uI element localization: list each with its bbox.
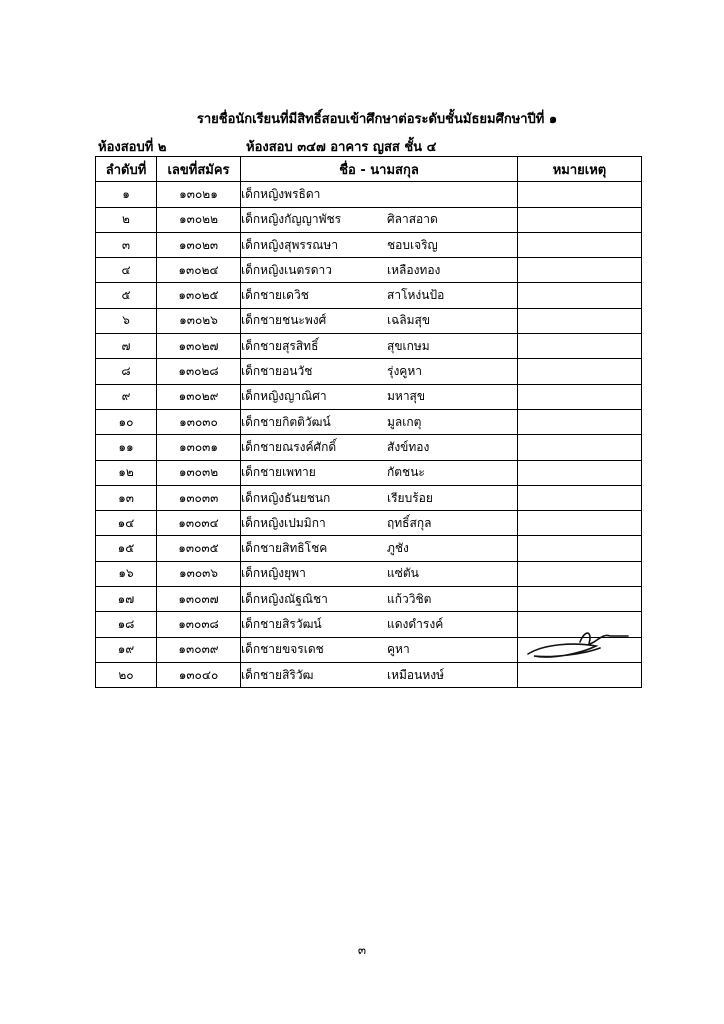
row-name <box>241 258 518 283</box>
row-first-name: เด็กหญิงสุพรรณษา <box>241 237 339 252</box>
row-first-name: เด็กชายกิตติวัฒน์ <box>241 414 331 429</box>
row-order: ๓ <box>96 232 157 257</box>
table-row <box>96 334 642 359</box>
row-application-no: ๑๓๐๔๐ <box>157 662 241 687</box>
table-body <box>96 182 642 688</box>
table-row <box>96 637 642 662</box>
row-name <box>241 384 518 409</box>
row-order: ๖ <box>96 308 157 333</box>
row-name <box>241 334 518 359</box>
row-last-name: แซ่ตัน <box>387 566 419 581</box>
row-last-name: เรียบร้อย <box>387 490 433 505</box>
row-order: ๔ <box>96 258 157 283</box>
row-order: ๑ <box>96 182 157 207</box>
row-name <box>241 587 518 612</box>
row-first-name: เด็กหญิงเนตรดาว <box>241 262 332 277</box>
document-title: รายชื่อนักเรียนที่มีสิทธิ์สอบเข้าศึกษาต่อระดับชั้นมัธยมศึกษาปีที่ ๑ <box>196 112 558 127</box>
row-order: ๒๐ <box>96 662 157 687</box>
row-last-name: สังข์ทอง <box>387 439 430 454</box>
table-row <box>96 485 642 510</box>
row-remarks <box>518 359 642 384</box>
table-row <box>96 384 642 409</box>
row-name <box>241 182 518 207</box>
row-remarks <box>518 587 642 612</box>
header-name: ชื่อ - นามสกุล <box>241 157 518 182</box>
row-first-name: เด็กชายสิริวัฒ <box>241 667 314 682</box>
row-order: ๑๔ <box>96 511 157 536</box>
row-remarks <box>518 485 642 510</box>
row-order: ๒ <box>96 207 157 232</box>
header-order: ลำดับที่ <box>96 157 157 182</box>
row-application-no: ๑๓๐๒๓ <box>157 232 241 257</box>
row-name <box>241 207 518 232</box>
row-remarks <box>518 511 642 536</box>
table-row <box>96 409 642 434</box>
row-order: ๑๒ <box>96 460 157 485</box>
row-first-name: เด็กหญิงณัฐณิชา <box>241 591 328 606</box>
row-name <box>241 232 518 257</box>
row-order: ๑๑ <box>96 435 157 460</box>
row-name <box>241 283 518 308</box>
row-first-name: เด็กหญิงกัญญาพัชร <box>241 212 342 227</box>
row-last-name: ชอบเจริญ <box>387 237 438 252</box>
table-row <box>96 511 642 536</box>
row-remarks <box>518 334 642 359</box>
row-remarks <box>518 308 642 333</box>
row-last-name: ภูชัง <box>387 541 409 556</box>
row-last-name: เหลืองทอง <box>387 262 441 277</box>
page-number: ๓ <box>357 943 367 957</box>
row-application-no: ๑๓๐๒๗ <box>157 334 241 359</box>
row-remarks <box>518 409 642 434</box>
row-last-name: แก้ววิชิต <box>387 591 432 606</box>
row-order: ๑๓ <box>96 485 157 510</box>
row-application-no: ๑๓๐๓๗ <box>157 587 241 612</box>
row-name <box>241 359 518 384</box>
table-header-row <box>96 157 642 182</box>
table-row <box>96 460 642 485</box>
row-last-name: ศิลาสอาด <box>387 212 438 227</box>
row-first-name: เด็กหญิงเปมมิกา <box>241 515 326 530</box>
row-name <box>241 308 518 333</box>
row-first-name: เด็กชายเพทาย <box>241 465 316 480</box>
row-name <box>241 536 518 561</box>
row-first-name: เด็กชายอนวัช <box>241 364 313 379</box>
row-remarks <box>518 561 642 586</box>
row-remarks <box>518 384 642 409</box>
table-row <box>96 536 642 561</box>
table-row <box>96 258 642 283</box>
row-application-no: ๑๓๐๓๕ <box>157 536 241 561</box>
row-first-name: เด็กชายเดวิช <box>241 288 309 303</box>
row-remarks <box>518 536 642 561</box>
row-remarks <box>518 258 642 283</box>
row-first-name: เด็กชายสิรวัฒน์ <box>241 616 322 631</box>
row-application-no: ๑๓๐๒๕ <box>157 283 241 308</box>
table-row <box>96 308 642 333</box>
row-first-name: เด็กชายณรงค์ศักดิ์ <box>241 439 337 454</box>
row-order: ๗ <box>96 334 157 359</box>
row-remarks <box>518 435 642 460</box>
row-remarks <box>518 662 642 687</box>
row-remarks <box>518 232 642 257</box>
signature-mark <box>524 624 634 664</box>
row-order: ๑๘ <box>96 612 157 637</box>
row-application-no: ๑๓๐๒๔ <box>157 258 241 283</box>
row-last-name: คูหา <box>387 642 410 657</box>
row-application-no: ๑๓๐๓๐ <box>157 409 241 434</box>
row-last-name: เฉลิมสุข <box>387 313 431 328</box>
row-name <box>241 435 518 460</box>
row-order: ๕ <box>96 283 157 308</box>
table-row <box>96 662 642 687</box>
row-order: ๘ <box>96 359 157 384</box>
row-last-name: สาโหง่นป้อ <box>387 288 445 303</box>
header-remarks: หมายเหตุ <box>518 157 642 182</box>
row-application-no: ๑๓๐๓๔ <box>157 511 241 536</box>
row-application-no: ๑๓๐๒๒ <box>157 207 241 232</box>
row-application-no: ๑๓๐๒๘ <box>157 359 241 384</box>
row-remarks <box>518 637 642 662</box>
table-row <box>96 561 642 586</box>
row-application-no: ๑๓๐๓๓ <box>157 485 241 510</box>
row-name <box>241 612 518 637</box>
row-application-no: ๑๓๐๓๖ <box>157 561 241 586</box>
table-row <box>96 232 642 257</box>
row-first-name: เด็กหญิงพรธิดา <box>241 186 321 201</box>
row-application-no: ๑๓๐๓๒ <box>157 460 241 485</box>
row-name <box>241 409 518 434</box>
exam-room-label: ห้องสอบที่ ๒ <box>98 140 167 155</box>
row-name <box>241 637 518 662</box>
row-last-name: ฤทธิ์สกุล <box>387 515 432 530</box>
table-row <box>96 182 642 207</box>
row-application-no: ๑๓๐๓๙ <box>157 637 241 662</box>
row-name <box>241 460 518 485</box>
row-order: ๑๕ <box>96 536 157 561</box>
row-name <box>241 561 518 586</box>
row-last-name: มูลเกตุ <box>387 414 422 429</box>
row-first-name: เด็กหญิงธันยชนก <box>241 490 331 505</box>
row-first-name: เด็กหญิงยุพา <box>241 566 306 581</box>
row-remarks <box>518 460 642 485</box>
row-first-name: เด็กชายสุรสิทธิ์ <box>241 338 319 353</box>
row-order: ๑๖ <box>96 561 157 586</box>
student-roster-table <box>95 156 642 688</box>
row-application-no: ๑๓๐๒๖ <box>157 308 241 333</box>
row-name <box>241 662 518 687</box>
row-first-name: เด็กชายสิทธิโชค <box>241 541 328 556</box>
row-name <box>241 511 518 536</box>
header-application-no: เลขที่สมัคร <box>157 157 241 182</box>
row-last-name: รุ่งคูหา <box>387 364 422 379</box>
row-last-name: เหมือนหงษ์ <box>387 667 445 682</box>
table-row <box>96 435 642 460</box>
row-order: ๙ <box>96 384 157 409</box>
row-last-name: สุขเกษม <box>387 338 430 353</box>
table-row <box>96 587 642 612</box>
row-remarks <box>518 182 642 207</box>
row-last-name: แดงดำรงค์ <box>387 616 444 631</box>
row-application-no: ๑๓๐๒๙ <box>157 384 241 409</box>
row-name <box>241 485 518 510</box>
room-location: ห้องสอบ ๓๔๗ อาคาร ญสส ชั้น ๔ <box>246 140 437 155</box>
row-application-no: ๑๓๐๓๘ <box>157 612 241 637</box>
row-first-name: เด็กชายชนะพงศ์ <box>241 313 327 328</box>
row-order: ๑๗ <box>96 587 157 612</box>
row-order: ๑๐ <box>96 409 157 434</box>
row-first-name: เด็กชายขจรเดช <box>241 642 324 657</box>
row-application-no: ๑๓๐๒๑ <box>157 182 241 207</box>
table-row <box>96 283 642 308</box>
row-first-name: เด็กหญิงญาณิศา <box>241 389 327 404</box>
row-application-no: ๑๓๐๓๑ <box>157 435 241 460</box>
table-row <box>96 359 642 384</box>
table-row <box>96 207 642 232</box>
row-remarks <box>518 207 642 232</box>
row-last-name: มหาสุข <box>387 389 426 404</box>
row-remarks <box>518 283 642 308</box>
row-last-name: กัตชนะ <box>387 465 425 480</box>
row-order: ๑๙ <box>96 637 157 662</box>
